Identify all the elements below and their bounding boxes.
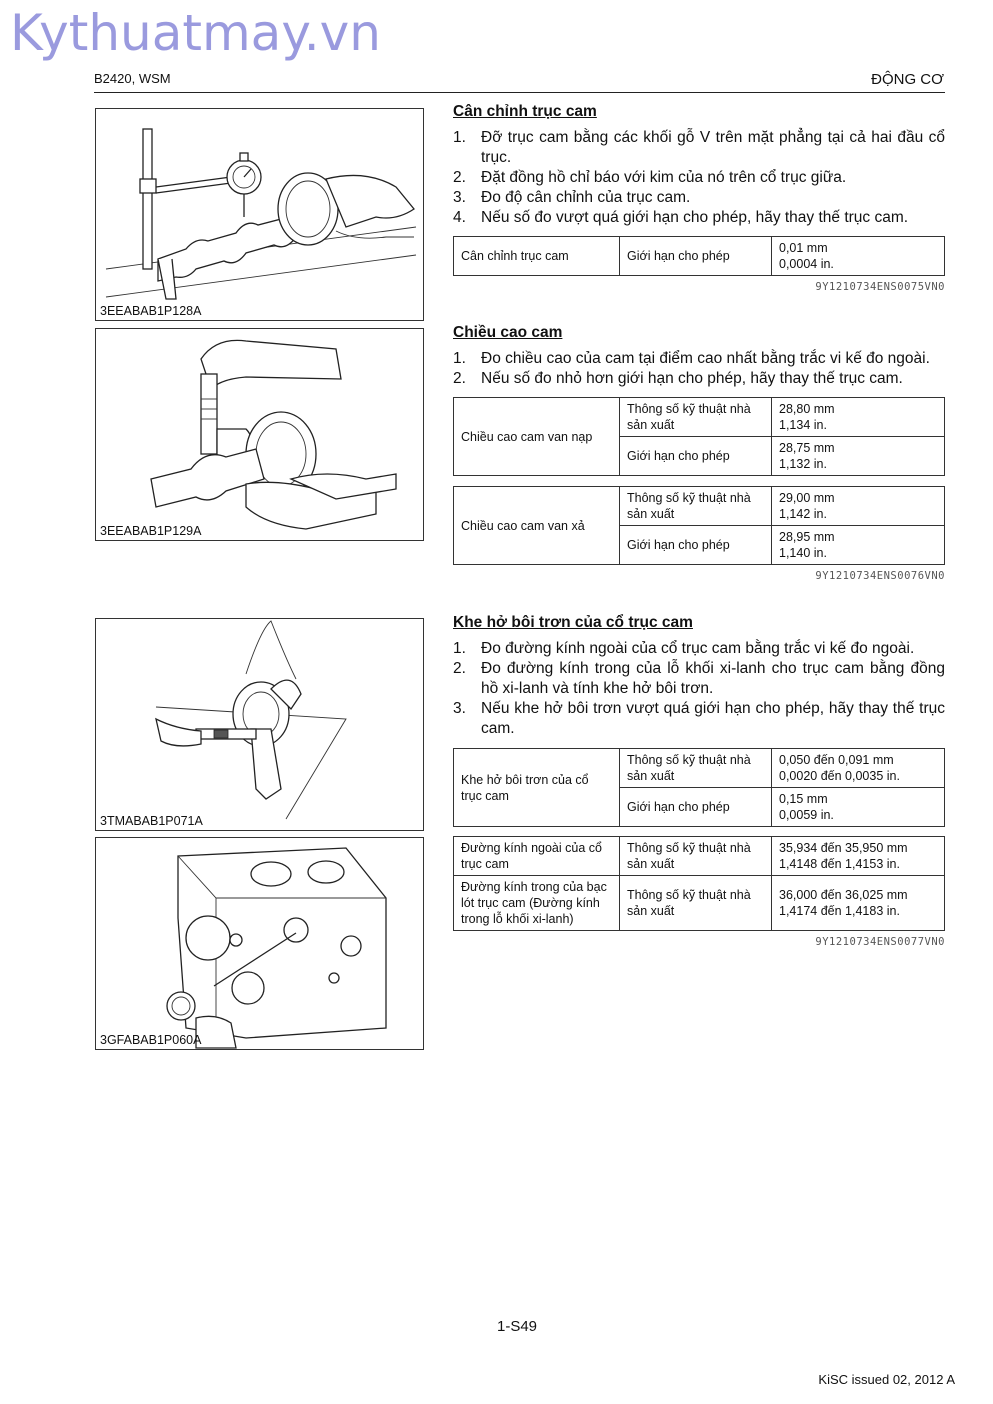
step-list <box>453 128 945 228</box>
spec-table-clearance <box>453 748 945 827</box>
micrometer-journal-illustration <box>96 619 424 831</box>
step-item: 2. Đo đường kính trong của lỗ khối xi-lanh cho trục cam bằng đồng hồ xi-lanh và tính khe hở bôi trơn. <box>453 660 945 697</box>
step-item: 2. Nếu số đo nhỏ hơn giới hạn cho phép, hãy thay thế trục cam. <box>453 370 903 387</box>
spec-value: 0,050 đến 0,091 mm 0,0020 đến 0,0035 in. <box>772 749 945 788</box>
document-model: B2420, WSM <box>94 71 171 86</box>
spec-type: Thông số kỹ thuật nhà sản xuất <box>620 398 772 437</box>
figure-caption: 3EEABAB1P128A <box>100 304 202 318</box>
table-row <box>454 398 945 437</box>
spec-value: 0,15 mm 0,0059 in. <box>772 788 945 827</box>
step-list <box>453 639 945 739</box>
header-divider <box>94 92 945 93</box>
table-row <box>454 487 945 526</box>
section-title: Chiều cao cam <box>453 324 563 341</box>
spec-table-diameters <box>453 836 945 931</box>
table-row <box>454 237 945 276</box>
section-cam-height <box>453 324 945 582</box>
figure-camshaft-alignment <box>95 108 424 321</box>
step-item: 3. Đo độ cân chỉnh của trục cam. <box>453 189 691 206</box>
spec-value: 35,934 đến 35,950 mm 1,4148 đến 1,4153 in. <box>772 837 945 876</box>
spec-value: 28,80 mm 1,134 in. <box>772 398 945 437</box>
figure-caption: 3TMABAB1P071A <box>100 814 203 828</box>
spec-item: Chiều cao cam van nạp <box>454 398 620 476</box>
spec-item: Đường kính trong của bạc lót trục cam (Đường kính trong lỗ khối xi-lanh) <box>454 876 620 931</box>
section-code: 9Y1210734ENS0075VN0 <box>815 281 945 293</box>
spec-type: Giới hạn cho phép <box>620 437 772 476</box>
step-item: 3. Nếu khe hở bôi trơn vượt quá giới hạn cho phép, hãy thay thế trục cam. <box>453 700 945 737</box>
table-row <box>454 749 945 788</box>
chapter-title: ĐỘNG CƠ <box>871 71 944 88</box>
spec-table-intake <box>453 397 945 476</box>
section-code: 9Y1210734ENS0077VN0 <box>815 936 945 948</box>
table-row <box>454 837 945 876</box>
page-number: 1-S49 <box>497 1318 538 1335</box>
spec-type: Thông số kỹ thuật nhà sản xuất <box>620 487 772 526</box>
step-item: 2. Đặt đồng hồ chỉ báo với kim của nó trên cổ trục giữa. <box>453 169 847 186</box>
spec-type: Thông số kỹ thuật nhà sản xuất <box>620 749 772 788</box>
section-title: Khe hở bôi trơn của cổ trục cam <box>453 614 693 631</box>
issue-footer: KiSC issued 02, 2012 A <box>818 1372 955 1387</box>
spec-item: Cân chỉnh trục cam <box>454 237 620 276</box>
site-watermark: Kythuatmay.vn <box>10 4 381 62</box>
spec-type: Thông số kỹ thuật nhà sản xuất <box>620 837 772 876</box>
figure-caption: 3EEABAB1P129A <box>100 524 202 538</box>
spec-item: Chiều cao cam van xả <box>454 487 620 565</box>
section-code: 9Y1210734ENS0076VN0 <box>815 570 945 582</box>
spec-value: 28,75 mm 1,132 in. <box>772 437 945 476</box>
spec-table-exhaust <box>453 486 945 565</box>
section-title: Cân chỉnh trục cam <box>453 103 597 120</box>
spec-table <box>453 236 945 276</box>
spec-value: 36,000 đến 36,025 mm 1,4174 đến 1,4183 in. <box>772 876 945 931</box>
spec-value: 29,00 mm 1,142 in. <box>772 487 945 526</box>
spec-type: Giới hạn cho phép <box>620 526 772 565</box>
step-list <box>453 349 945 389</box>
spec-value: 0,01 mm 0,0004 in. <box>772 237 945 276</box>
table-row <box>454 876 945 931</box>
spec-type: Thông số kỹ thuật nhà sản xuất <box>620 876 772 931</box>
micrometer-cam-height-illustration <box>96 329 424 541</box>
spec-item: Đường kính ngoài của cổ trục cam <box>454 837 620 876</box>
figure-bore-diameter <box>95 837 424 1050</box>
step-item: 1. Đo chiều cao của cam tại điểm cao nhất bằng trắc vi kế đo ngoài. <box>453 350 930 367</box>
figure-caption: 3GFABAB1P060A <box>100 1033 202 1047</box>
spec-type: Giới hạn cho phép <box>620 237 772 276</box>
figure-journal-diameter <box>95 618 424 831</box>
spec-type: Giới hạn cho phép <box>620 788 772 827</box>
section-journal-clearance <box>453 614 945 948</box>
step-item: 4. Nếu số đo vượt quá giới hạn cho phép, hãy thay thế trục cam. <box>453 209 909 226</box>
dial-gauge-camshaft-illustration <box>96 109 424 321</box>
cylinder-gauge-block-illustration <box>96 838 424 1050</box>
spec-value: 28,95 mm 1,140 in. <box>772 526 945 565</box>
step-item: 1. Đo đường kính ngoài của cổ trục cam bằng trắc vi kế đo ngoài. <box>453 640 915 657</box>
figure-cam-height <box>95 328 424 541</box>
step-item: 1. Đỡ trục cam bằng các khối gỗ V trên mặt phẳng tại cả hai đầu cổ trục. <box>453 129 945 166</box>
spec-item: Khe hở bôi trơn của cổ trục cam <box>454 749 620 827</box>
section-camshaft-alignment <box>453 103 945 293</box>
